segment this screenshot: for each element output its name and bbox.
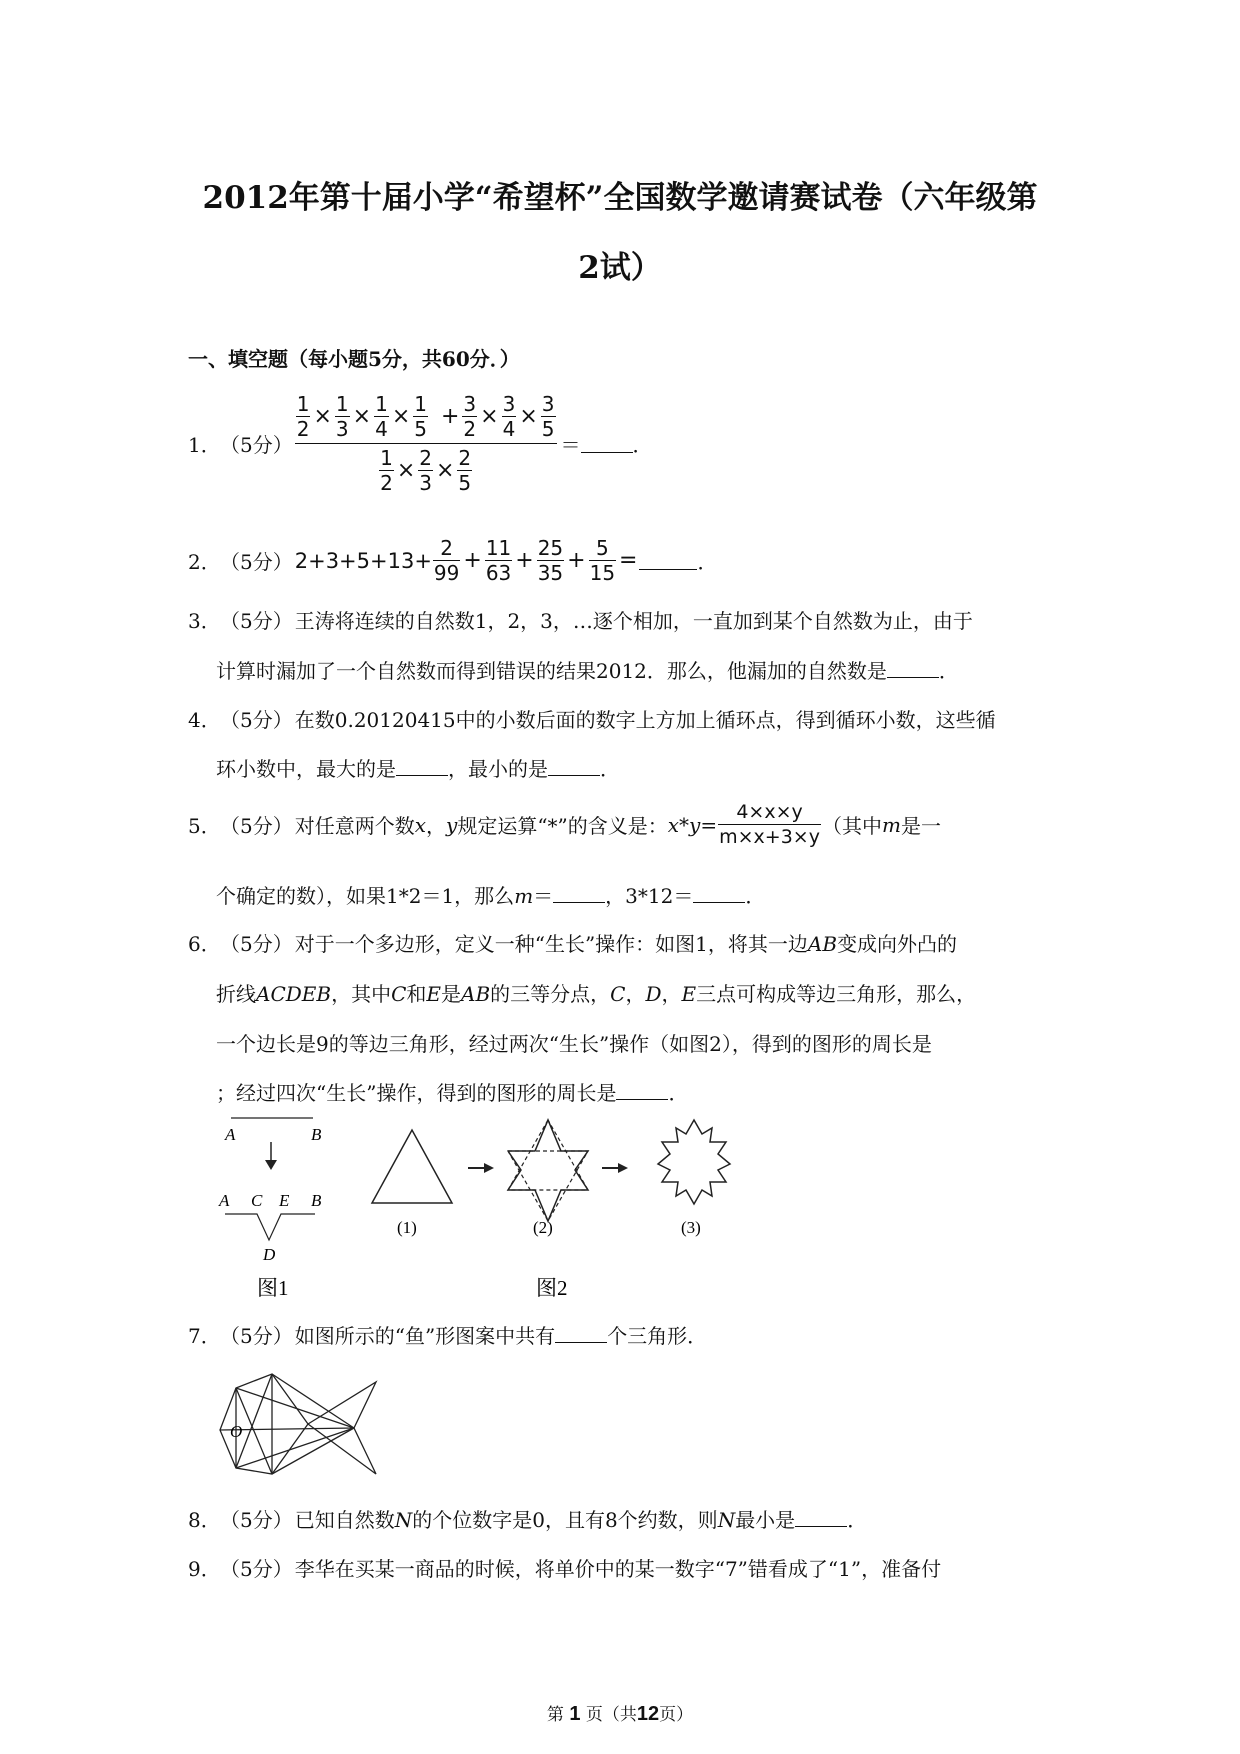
- question-text: 在数0.20120415中的小数后面的数字上方加上循环点，得到循环小数，这些循: [294, 708, 996, 732]
- answer-blank: [553, 884, 605, 903]
- fraction: $\frac{2}{99}$: [433, 536, 460, 585]
- question-5: 5． （5分） 对任意两个数 x ， y 规定运算“*”的含义是： x*y = $\frac{4\times x\times y}{m\times x+3\times y}$ （其中 m 是一: [188, 801, 941, 848]
- label-D: D: [263, 1245, 276, 1264]
- question-9: 9．（5分） 李华在买某一商品的时候，将单价中的某一数字“7”错看成了“1”，准备付: [188, 1553, 941, 1582]
- question-number: 3．: [188, 609, 221, 633]
- fraction: $\frac{3}{5}$: [541, 392, 555, 441]
- question-number: 8．: [188, 1508, 221, 1532]
- question-4-cont: 环小数中，最大的是 ，最小的是 ．: [216, 757, 620, 781]
- fraction: $\frac{1}{2}$: [380, 446, 393, 495]
- fraction: $\frac{1}{3}$: [335, 392, 349, 441]
- figure-1: [215, 1108, 335, 1298]
- figure-2-caption: 图2: [536, 1276, 568, 1298]
- figure-1-caption: 图1: [257, 1276, 289, 1298]
- q1-denominator: $\frac{1}{2}$ × $\frac{2}{3}$ × $\frac{2}{5}$: [380, 446, 472, 495]
- fraction: $\frac{3}{2}$: [463, 392, 477, 441]
- fraction: $\frac{1}{5}$: [414, 392, 427, 441]
- label-B: B: [311, 1191, 322, 1210]
- fraction: $\frac{11}{63}$: [485, 536, 512, 585]
- q5-fraction: $\frac{4\times x\times y}{m\times x+3\times y}$: [719, 801, 820, 848]
- question-6-cont2: 一个边长是9的等边三角形，经过两次“生长”操作（如图2），得到的图形的周长是: [216, 1032, 932, 1056]
- page-footer: 第 1 页（共12页）: [546, 1703, 694, 1725]
- page-number: 1: [569, 1703, 581, 1725]
- fraction: $\frac{3}{4}$: [502, 392, 516, 441]
- answer-blank: [581, 434, 633, 453]
- fraction: $\frac{2}{5}$: [458, 446, 472, 495]
- question-6-cont1: 折线ACDEB，其中C和E是AB的三等分点，C，D，E三点可构成等边三角形，那么，: [216, 982, 977, 1006]
- question-number: 7．: [188, 1324, 221, 1348]
- question-3-cont: 计算时漏加了一个自然数而得到错误的结果2012．那么，他漏加的自然数是 ．: [216, 659, 959, 683]
- answer-blank: [555, 1324, 607, 1343]
- question-1: 1． （5分） $\frac{1}{2}$ × $\frac{1}{3}$ × $\frac{1}{4}$ × $\frac{1}{5}$ + $\frac{3}{2}$ × $\frac{3}{4}$ × $\frac{3}{5}$ $\frac{1}{2}$ × $\frac{2}{3}$ × $\frac{2}{5}$ ＝ ．: [188, 392, 653, 495]
- answer-blank: [616, 1081, 668, 1100]
- fraction: $\frac{2}{3}$: [419, 446, 432, 495]
- question-score: （5分）: [220, 1557, 293, 1581]
- question-3: [188, 605, 973, 634]
- question-8: 8．（5分） 已知自然数N的个位数字是0，且有8个约数，则N最小是 ．: [188, 1504, 867, 1533]
- question-text: 王涛将连续的自然数1，2，3，…逐个相加，一直加到某个自然数为止，由于: [294, 609, 973, 633]
- figure-2-label-3: (3): [681, 1218, 701, 1237]
- question-6: 6．（5分） 对于一个多边形，定义一种“生长”操作：如图1，将其一边AB变成向外凸的: [188, 928, 957, 957]
- fish-figure: [216, 1370, 386, 1480]
- q1-numerator: $\frac{1}{2}$ × $\frac{1}{3}$ × $\frac{1}{4}$ × $\frac{1}{5}$ + $\frac{3}{2}$ × $\frac{3}{4}$ × $\frac{3}{5}$: [296, 392, 555, 441]
- question-number: 9．: [188, 1557, 221, 1581]
- answer-blank: [548, 757, 600, 776]
- fraction: $\frac{1}{4}$: [375, 392, 388, 441]
- question-score: （5分）: [220, 708, 293, 732]
- question-6-cont3: ；经过四次“生长”操作，得到的图形的周长是 ．: [216, 1081, 689, 1105]
- answer-blank: [639, 551, 697, 570]
- fraction: $\frac{5}{15}$: [589, 536, 616, 585]
- question-4: [188, 704, 996, 733]
- document-title-line2: 2试）: [578, 250, 662, 286]
- fraction: $\frac{1}{2}$: [296, 392, 310, 441]
- question-score: （5分）: [220, 1324, 293, 1348]
- question-7: 7．（5分） 如图所示的“鱼”形图案中共有 个三角形．: [188, 1320, 707, 1349]
- question-number: 5．: [188, 814, 221, 838]
- q1-big-fraction: [295, 392, 557, 495]
- label-E: E: [279, 1191, 290, 1210]
- question-text: 计算时漏加了一个自然数而得到错误的结果2012．那么，他漏加的自然数是: [216, 659, 887, 683]
- question-score: （5分）: [220, 1508, 293, 1532]
- answer-blank: [887, 659, 939, 678]
- question-score: （5分）: [220, 550, 293, 574]
- answer-blank: [396, 757, 448, 776]
- q2-lead: 2+3+5+13+: [294, 548, 432, 573]
- fraction: $\frac{25}{35}$: [537, 536, 564, 585]
- question-number: 1．: [188, 433, 221, 457]
- section-heading: 一、填空题（每小题5分，共60分．）: [188, 347, 520, 371]
- figure-2-label-1: (1): [397, 1218, 417, 1237]
- answer-blank: [795, 1508, 847, 1527]
- question-number: 6．: [188, 932, 221, 956]
- question-number: 4．: [188, 708, 221, 732]
- label-A: A: [219, 1191, 230, 1210]
- page-total: 12: [636, 1703, 660, 1725]
- label-C: C: [251, 1191, 263, 1210]
- question-score: （5分）: [220, 433, 293, 457]
- question-5-cont: 个确定的数），如果1*2＝1，那么m＝ ，3*12＝ ．: [216, 884, 766, 908]
- label-O: O: [230, 1422, 243, 1441]
- question-number: 2．: [188, 550, 221, 574]
- figure-2-label-2: (2): [533, 1218, 553, 1237]
- question-2: 2． （5分） 2+3+5+13+ $\frac{2}{99}$ + $\frac{11}{63}$ + $\frac{25}{35}$ + $\frac{5}{15}$ = ．: [188, 536, 718, 585]
- figure-2: [360, 1108, 760, 1298]
- answer-blank: [693, 884, 745, 903]
- label-B: B: [311, 1125, 322, 1144]
- question-score: （5分）: [220, 609, 293, 633]
- question-score: （5分）: [220, 932, 293, 956]
- document-title-line1: 2012年第十届小学“希望杯”全国数学邀请赛试卷（六年级第: [202, 180, 1038, 216]
- label-A: A: [225, 1125, 236, 1144]
- question-score: （5分）: [220, 814, 293, 838]
